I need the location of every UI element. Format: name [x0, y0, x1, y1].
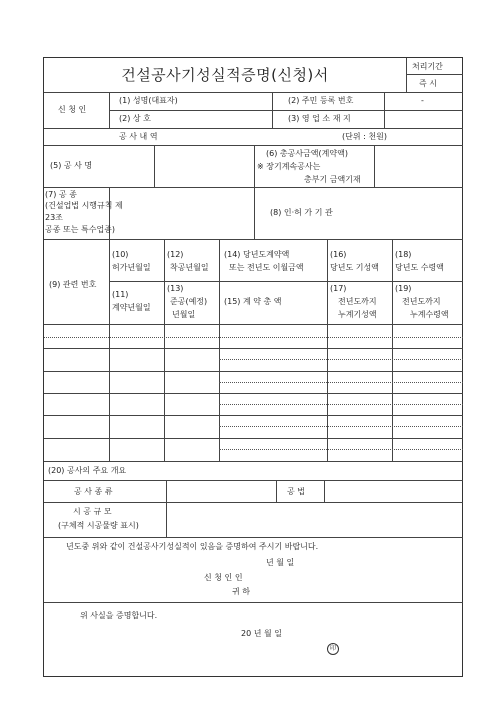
col13-num: (13) — [167, 284, 184, 293]
col19-label-1: 전년도까지 — [402, 297, 441, 306]
applicant-section-label: 신 청 인 — [58, 105, 87, 114]
work-kind-field[interactable] — [170, 483, 272, 499]
col13-label-2: 년월일 — [172, 310, 196, 319]
work-type-label-2: (건설업법 시행규칙 제 — [45, 201, 123, 210]
table-row[interactable] — [44, 372, 463, 393]
address-label: (3) 영 업 소 재 지 — [288, 114, 351, 123]
name-field[interactable] — [204, 94, 268, 108]
name-label: (1) 성명(대표자) — [119, 96, 178, 105]
total-amount-label-2: ※ 장기계속공사는 — [257, 162, 321, 171]
work-type-field[interactable] — [113, 190, 250, 236]
work-kind-label: 공 사 종 류 — [74, 487, 113, 496]
work-type-label-1: (7) 공 종 — [45, 190, 77, 199]
request-addressee: 귀 하 — [232, 587, 250, 596]
col17-label-2: 누계기성액 — [338, 310, 377, 319]
col11-num: (11) — [112, 290, 129, 299]
col12-num: (12) — [167, 250, 184, 259]
method-field[interactable] — [328, 483, 460, 499]
company-label: (2) 상 호 — [119, 114, 151, 123]
scale-label-2: (구체적 시공물량 표시) — [58, 521, 139, 530]
col17-num: (17) — [330, 284, 347, 293]
col15-label: (15) 계 약 총 액 — [224, 297, 282, 306]
seal-mark: 印 — [327, 643, 339, 655]
project-name-label: (5) 공 사 명 — [50, 161, 93, 170]
form-title: 건설공사기성실적증명(신청)서 — [121, 66, 329, 84]
request-date: 년 월 일 — [266, 558, 295, 567]
certificate-form — [43, 57, 463, 677]
processing-period-value: 즉 시 — [419, 79, 437, 88]
certification-date: 20 년 월 일 — [241, 629, 282, 638]
license-agency-field[interactable] — [374, 190, 460, 236]
resident-no-field[interactable]: - — [421, 96, 424, 105]
col11-label: 계약년월일 — [112, 303, 151, 312]
request-applicant-line: 신 청 인 인 — [204, 573, 243, 582]
col18-label: 당년도 수령액 — [395, 263, 444, 272]
col12-label: 착공년월일 — [170, 263, 209, 272]
resident-no-label: (2) 주민 등록 번호 — [288, 96, 354, 105]
request-statement: 년도중 위와 같이 건설공사기성실적이 있음을 증명하여 주시기 바랍니다. — [66, 542, 319, 551]
scale-field[interactable] — [170, 505, 460, 535]
col19-label-2: 누계수령액 — [410, 310, 449, 319]
work-type-label-3: 23조 — [45, 213, 63, 222]
col10-label: 허가년월일 — [112, 263, 151, 272]
col14-label-1: (14) 당년도계약액 — [224, 250, 290, 259]
total-amount-label-1: (6) 총공사금액(계약액) — [266, 149, 348, 158]
work-type-label-4: 공종 또는 특수업종) — [45, 225, 116, 234]
col19-num: (19) — [395, 284, 412, 293]
col13-label: 준공(예정) — [170, 297, 208, 306]
col16-num: (16) — [330, 250, 347, 259]
project-name-field[interactable] — [158, 148, 250, 184]
col16-label: 당년도 기성액 — [330, 263, 379, 272]
col14-label-2: 또는 전년도 이월금액 — [229, 263, 304, 272]
related-numbers-label: (9) 관련 번호 — [49, 280, 97, 289]
processing-period-label: 처리기간 — [412, 62, 443, 71]
summary-label: (20) 공사의 주요 개요 — [48, 466, 127, 475]
col18-num: (18) — [395, 250, 412, 259]
table-row[interactable] — [44, 349, 463, 371]
address-field[interactable] — [388, 112, 460, 126]
method-label: 공 법 — [287, 487, 305, 496]
total-amount-field[interactable] — [378, 148, 460, 184]
table-row[interactable] — [44, 325, 463, 348]
certification-statement: 위 사실을 증명합니다. — [80, 611, 158, 620]
table-row[interactable] — [44, 394, 463, 415]
work-section-header: 공 사 내 역 — [119, 132, 158, 141]
col10-num: (10) — [112, 250, 129, 259]
scale-label-1: 시 공 규 모 — [73, 507, 112, 516]
license-agency-label: (8) 인·허 가 기 관 — [270, 208, 333, 217]
table-row[interactable] — [44, 439, 463, 461]
unit-label: (단위 : 천원) — [342, 132, 387, 141]
table-row[interactable] — [44, 416, 463, 438]
company-field[interactable] — [204, 112, 268, 126]
total-amount-label-3: 총부기 금액기재 — [304, 175, 361, 184]
col17-label-1: 전년도까지 — [338, 297, 377, 306]
